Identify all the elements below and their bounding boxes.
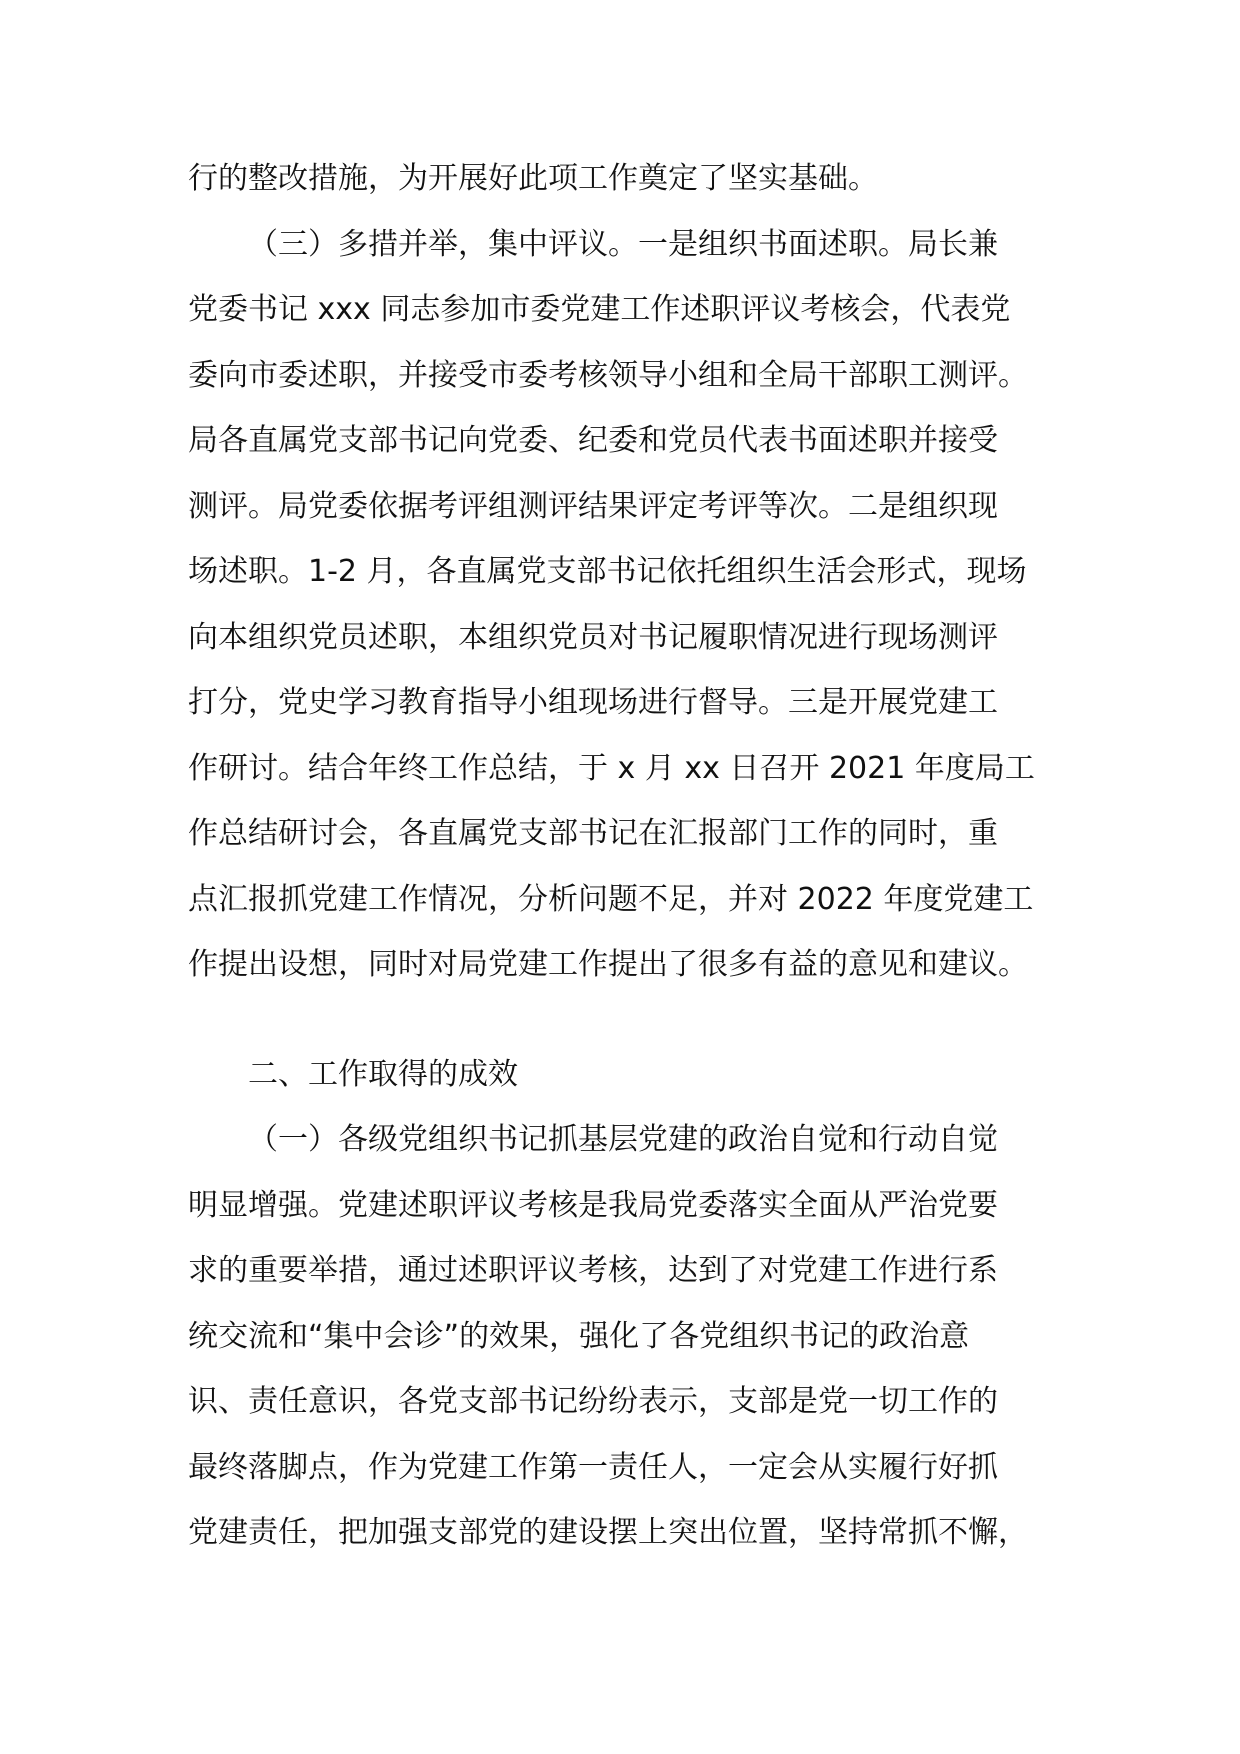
paragraph-line: 委向市委述职，并接受市委考核领导小组和全局干部职工测评。 — [188, 357, 1028, 393]
paragraph-line: 党建责任，把加强支部党的建设摆上突出位置，坚持常抓不懈， — [188, 1515, 1028, 1550]
paragraph-line: 测评。局党委依据考评组测评结果评定考评等次。二是组织现 — [188, 488, 998, 524]
paragraph-line: 局各直属党支部书记向党委、纪委和党员代表书面述职并接受 — [188, 423, 998, 458]
paragraph-line: 求的重要举措，通过述职评议考核，达到了对党建工作进行系 — [188, 1253, 998, 1288]
paragraph-line: 点汇报抓党建工作情况，分析问题不足，并对 2022 年度党建工 — [188, 881, 1034, 917]
paragraph-line: 明显增强。党建述职评议考核是我局党委落实全面从严治党要 — [188, 1187, 998, 1223]
paragraph-line: 向本组织党员述职，本组织党员对书记履职情况进行现场测评 — [188, 619, 998, 655]
paragraph-line: 作提出设想，同时对局党建工作提出了很多有益的意见和建议。 — [188, 947, 1028, 982]
paragraph-line: （一）各级党组织书记抓基层党建的政治自觉和行动自觉 — [248, 1122, 998, 1157]
paragraph-line: 行的整改措施，为开展好此项工作奠定了坚实基础。 — [188, 161, 878, 196]
paragraph-line: 作总结研讨会，各直属党支部书记在汇报部门工作的同时，重 — [188, 816, 998, 851]
section-two-paragraph — [188, 1107, 1068, 1566]
paragraph-line: 最终落脚点，作为党建工作第一责任人，一定会从实履行好抓 — [188, 1449, 998, 1485]
paragraph-line: 统交流和“集中会诊”的效果，强化了各党组织书记的政治意 — [188, 1318, 970, 1354]
paragraph-line: 识、责任意识，各党支部书记纷纷表示，支部是党一切工作的 — [188, 1384, 998, 1419]
section-three-paragraph — [188, 146, 1068, 998]
paragraph-line: 党委书记 xxx 同志参加市委党建工作述职评议考核会，代表党 — [188, 292, 1011, 327]
section-heading: 二、工作取得的成效 — [248, 1057, 518, 1092]
paragraph-line: 场述职。1-2 月，各直属党支部书记依托组织生活会形式，现场 — [188, 554, 1027, 589]
paragraph-line: 作研讨。结合年终工作总结，于 x 月 xx 日召开 2021 年度局工 — [188, 750, 1035, 786]
paragraph-line: 打分，党史学习教育指导小组现场进行督导。三是开展党建工 — [188, 685, 998, 720]
paragraph-line: （三）多措并举，集中评议。一是组织书面述职。局长兼 — [248, 226, 998, 262]
